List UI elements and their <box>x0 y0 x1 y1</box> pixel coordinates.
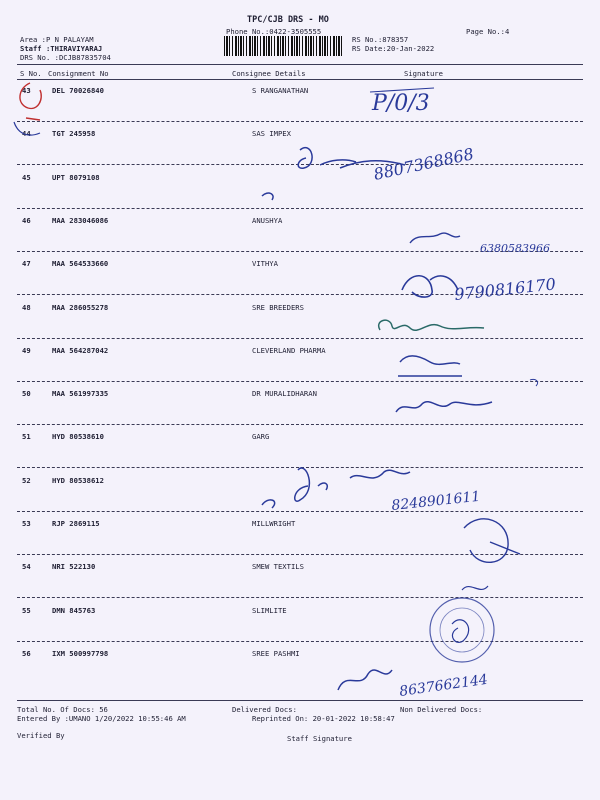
area-label: Area :P N PALAYAM <box>20 35 94 44</box>
row-serial-number: 55 <box>22 606 31 615</box>
row-consignment-number: HYD 80538610 <box>52 432 104 441</box>
row-serial-number: 56 <box>22 649 31 658</box>
row-consignee-name: DR MURALIDHARAN <box>252 389 317 398</box>
row-serial-number: 52 <box>22 476 31 485</box>
row-consignee-name: ANUSHYA <box>252 216 283 225</box>
row-serial-number: 49 <box>22 346 31 355</box>
row-consignee-name: VITHYA <box>252 259 278 268</box>
row44-pen-mark <box>14 122 40 135</box>
row-consignment-number: MAA 286055278 <box>52 303 109 312</box>
row-serial-number: 47 <box>22 259 31 268</box>
red-check-mark <box>20 83 41 120</box>
row-consignee-name: SLIMLITE <box>252 606 287 615</box>
entered-by: Entered By :UMANO 1/20/2022 10:55:46 AM <box>17 714 186 723</box>
row-consignee-name: SMEW TEXTILS <box>252 562 304 571</box>
staff-label: Staff :THIRAVIYARAJ <box>20 44 103 53</box>
row54-signature <box>462 586 488 590</box>
row-serial-number: 53 <box>22 519 31 528</box>
drs-number: DRS No. :DCJB87835704 <box>20 53 111 62</box>
column-consignee: Consignee Details <box>232 69 306 78</box>
row-consignment-number: MAA 561997335 <box>52 389 109 398</box>
total-docs: Total No. Of Docs: 56 <box>17 705 108 714</box>
row-serial-number: 48 <box>22 303 31 312</box>
document-title: TPC/CJB DRS - MO <box>247 15 329 25</box>
row46-signature <box>410 233 460 243</box>
row-consignee-name: SAS IMPEX <box>252 129 291 138</box>
row53-signature <box>464 519 520 562</box>
row47-phone: 9790816170 <box>453 274 557 304</box>
row-consignment-number: DEL 70026840 <box>52 86 104 95</box>
row-consignment-number: TGT 245958 <box>52 129 96 138</box>
row50-signature <box>396 402 492 412</box>
row-consignment-number: HYD 80538612 <box>52 476 104 485</box>
row-consignee-name: SREE PASHMI <box>252 649 300 658</box>
row49-signature <box>398 356 462 376</box>
delivered-docs: Delivered Docs: <box>232 705 297 714</box>
row52-signature <box>262 468 410 508</box>
column-consignment: Consignment No <box>48 69 109 78</box>
row-consignee-name: GARG <box>252 432 270 441</box>
column-signature: Signature <box>404 69 443 78</box>
rs-date: RS Date:20-Jan-2022 <box>352 44 435 53</box>
row56-signature <box>338 670 392 690</box>
row-consignee-name: MILLWRIGHT <box>252 519 296 528</box>
row-consignee-name: S RANGANATHAN <box>252 86 309 95</box>
row-consignment-number: DMN 845763 <box>52 606 96 615</box>
row44-phone: 8807368868 <box>371 144 476 184</box>
row48-signature <box>379 320 484 330</box>
row52-phone: 8248901611 <box>390 488 482 514</box>
page-number: Page No.:4 <box>466 27 510 36</box>
column-sno: S No. <box>20 69 42 78</box>
row-consignment-number: RJP 2869115 <box>52 519 100 528</box>
footer-rule <box>17 700 583 701</box>
row-consignment-number: UPT 8079108 <box>52 173 100 182</box>
row-serial-number: 54 <box>22 562 31 571</box>
staff-signature: Staff Signature <box>287 734 352 743</box>
row-serial-number: 51 <box>22 432 31 441</box>
row-serial-number: 50 <box>22 389 31 398</box>
row-consignment-number: MAA 564533660 <box>52 259 109 268</box>
row-consignment-number: MAA 283046086 <box>52 216 109 225</box>
row-consignment-number: MAA 564287042 <box>52 346 109 355</box>
rs-number: RS No.:878357 <box>352 35 409 44</box>
row-serial-number: 46 <box>22 216 31 225</box>
phone-number: Phone No.:0422-3505555 <box>226 27 322 36</box>
row-consignment-number: IXM 500997798 <box>52 649 109 658</box>
reprinted-on: Reprinted On: 20-01-2022 10:58:47 <box>252 714 395 723</box>
non-delivered-docs: Non Delivered Docs: <box>400 705 483 714</box>
row-consignee-name: SRE BREEDERS <box>252 303 304 312</box>
row-serial-number: 45 <box>22 173 31 182</box>
row-serial-number: 44 <box>22 129 31 138</box>
row43-signature: P/0/3 <box>372 91 430 116</box>
row56-phone: 8637662144 <box>398 671 489 700</box>
verified-by: Verified By <box>17 731 65 740</box>
row47-signature <box>402 276 458 297</box>
row-consignee-name: CLEVERLAND PHARMA <box>252 346 326 355</box>
row-serial-number: 43 <box>22 86 31 95</box>
row46-phone: 6380583966 <box>480 242 550 255</box>
row-consignment-number: NRI 522130 <box>52 562 96 571</box>
